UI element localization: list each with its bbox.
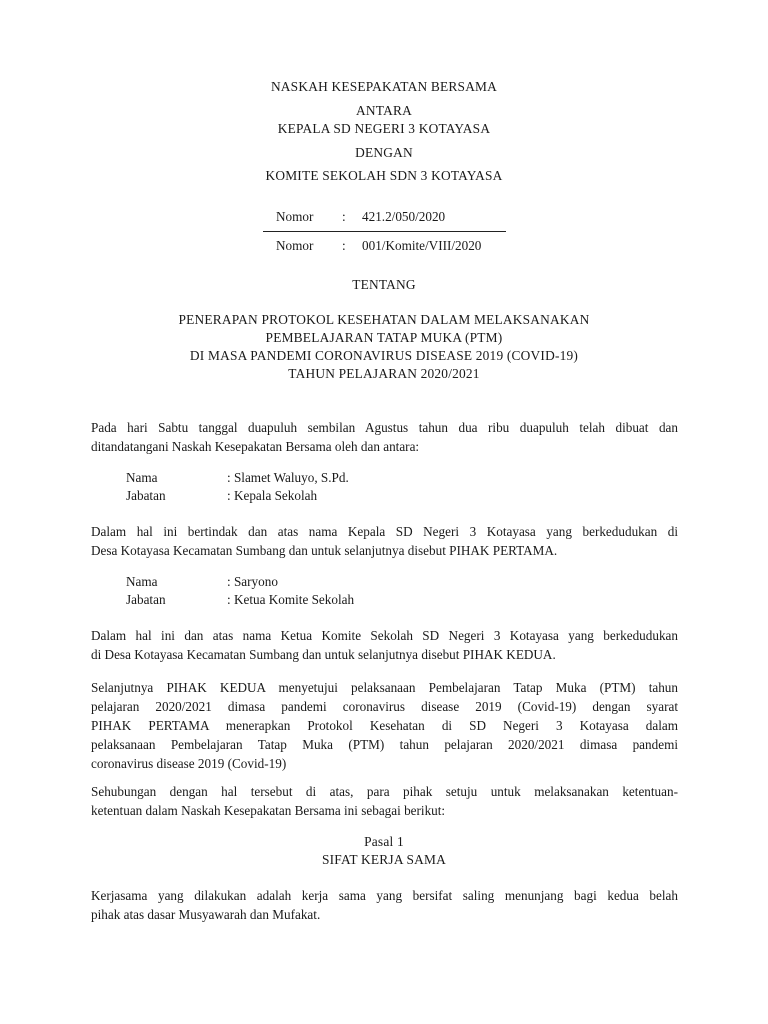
pasal1-paragraph	[91, 886, 678, 924]
paragraph-line: Selanjutnya PIHAK KEDUA menyetujui pelaksanaan Pembelajaran Tatap Muka (PTM) tahun	[91, 680, 678, 695]
party1-description	[91, 522, 678, 560]
nomor-row-1	[276, 209, 445, 225]
subject-line-3: DI MASA PANDEMI CORONAVIRUS DISEASE 2019 (COVID-19)	[189, 348, 579, 363]
paragraph-line: Sehubungan dengan hal tersebut di atas, para pihak setuju untuk melaksanakan ketentuan-	[91, 784, 678, 799]
field-label: Nama	[126, 574, 158, 589]
party2-position-row	[126, 592, 354, 608]
paragraph-line: pihak atas dasar Musyawarah dan Mufakat.	[91, 907, 321, 922]
document-title: NASKAH KESEPAKATAN BERSAMA	[270, 79, 498, 94]
paragraph-line: Pada hari Sabtu tanggal duapuluh sembilan Agustus tahun dua ribu duapuluh telah dibuat dan	[91, 420, 678, 435]
paragraph-line: pelajaran 2020/2021 dimasa pandemi coronavirus disease 2019 (Covid-19) dengan syarat	[91, 699, 678, 714]
paragraph-line: ditandatangani Naskah Kesepakatan Bersama oleh dan antara:	[91, 439, 420, 454]
party1-name-row	[126, 470, 349, 486]
title-antara: ANTARA	[356, 103, 412, 118]
field-value: : Kepala Sekolah	[227, 488, 318, 503]
nomor-divider	[263, 231, 506, 232]
pasal-number: Pasal 1	[364, 834, 404, 849]
party1-position-row	[126, 488, 317, 504]
party2-name-row	[126, 574, 278, 590]
intro-paragraph	[91, 418, 678, 456]
paragraph-line: Dalam hal ini bertindak dan atas nama Kepala SD Negeri 3 Kotayasa yang berkedudukan di	[91, 524, 678, 539]
subject-line-2: PEMBELAJARAN TATAP MUKA (PTM)	[265, 330, 503, 345]
field-label: Jabatan	[126, 592, 166, 607]
paragraph-line: ketentuan dalam Naskah Kesepakatan Bersama ini sebagai berikut:	[91, 803, 446, 818]
paragraph-line: di Desa Kotayasa Kecamatan Sumbang dan untuk selanjutnya disebut PIHAK KEDUA.	[91, 647, 556, 662]
field-value: : Ketua Komite Sekolah	[227, 592, 355, 607]
paragraph-line: Dalam hal ini dan atas nama Ketua Komite Sekolah SD Negeri 3 Kotayasa yang berkedudukan	[91, 628, 678, 643]
title-first-party: KEPALA SD NEGERI 3 KOTAYASA	[277, 121, 491, 136]
paragraph-line: pelaksanaan Pembelajaran Tatap Muka (PTM) tahun pelajaran 2020/2021 dimasa pandemi	[91, 737, 678, 752]
tentang-heading: TENTANG	[352, 277, 416, 292]
nomor-value: 421.2/050/2020	[362, 209, 446, 224]
subject-line-4: TAHUN PELAJARAN 2020/2021	[288, 366, 480, 381]
field-label: Jabatan	[126, 488, 166, 503]
subject-line-1: PENERAPAN PROTOKOL KESEHATAN DALAM MELAKSANAKAN	[178, 312, 590, 327]
title-second-party: KOMITE SEKOLAH SDN 3 KOTAYASA	[265, 168, 503, 183]
party2-description	[91, 626, 678, 664]
field-value: : Slamet Waluyo, S.Pd.	[227, 470, 349, 485]
pasal-title: SIFAT KERJA SAMA	[322, 852, 446, 867]
nomor-row-2	[276, 238, 481, 254]
nomor-value: 001/Komite/VIII/2020	[362, 238, 482, 253]
provisions-paragraph	[91, 782, 678, 820]
paragraph-line: coronavirus disease 2019 (Covid-19)	[91, 756, 287, 771]
paragraph-line: PIHAK PERTAMA menerapkan Protokol Kesehatan di SD Negeri 3 Kotayasa dalam	[91, 718, 678, 733]
paragraph-line: Desa Kotayasa Kecamatan Sumbang dan untuk selanjutnya disebut PIHAK PERTAMA.	[91, 543, 558, 558]
nomor-label: Nomor	[276, 238, 314, 253]
agreement-paragraph	[91, 678, 678, 773]
nomor-label: Nomor	[276, 209, 314, 224]
nomor-colon: :	[342, 238, 346, 253]
field-label: Nama	[126, 470, 158, 485]
nomor-colon: :	[342, 209, 346, 224]
title-dengan: DENGAN	[355, 145, 413, 160]
paragraph-line: Kerjasama yang dilakukan adalah kerja sama yang bersifat saling menunjang bagi kedua belah	[91, 888, 678, 903]
field-value: : Saryono	[227, 574, 278, 589]
